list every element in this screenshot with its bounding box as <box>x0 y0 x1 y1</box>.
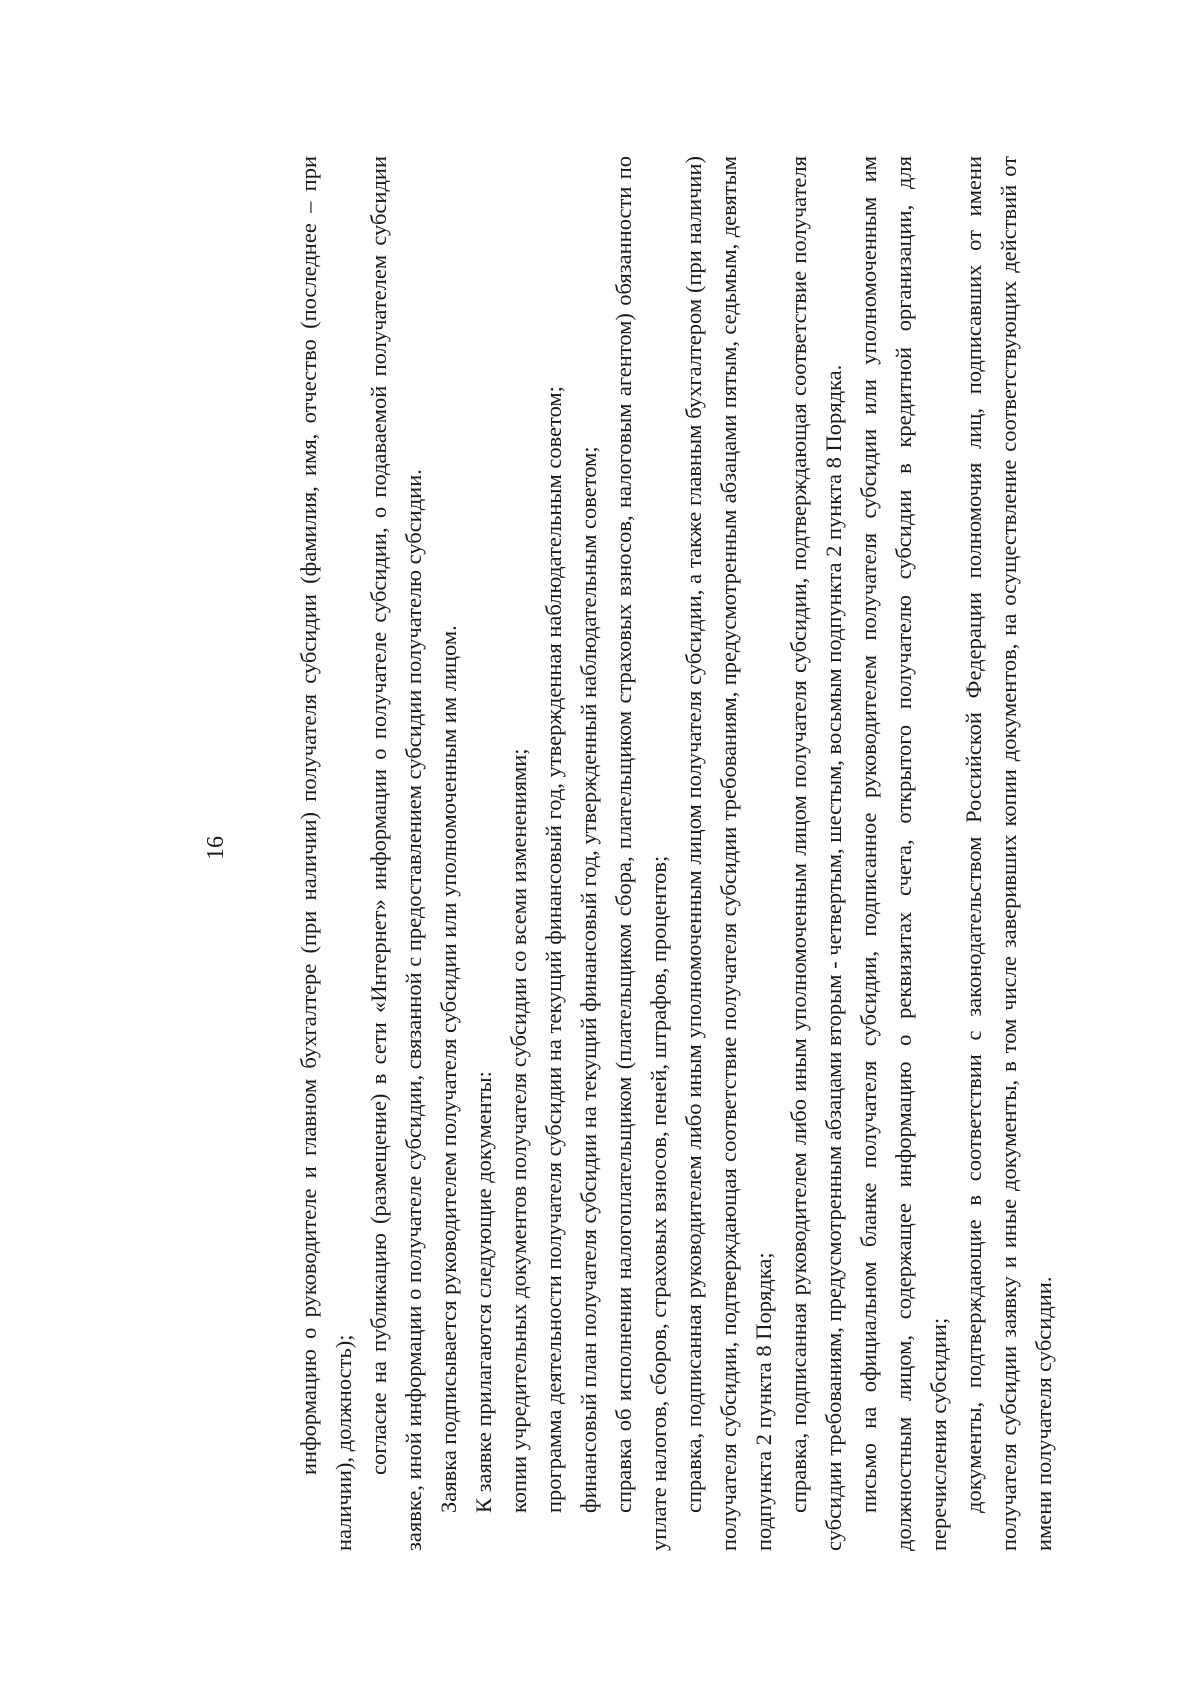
paragraph: финансовый план получателя субсидии на текущий финансовый год, утвержденный наблюдательным советом; <box>576 446 601 1513</box>
paragraph: Заявка подписывается руководителем получателя субсидии или уполномоченным им лицом. <box>436 625 461 1513</box>
paragraph: справка, подписанная руководителем либо иным уполномоченным лицом получателя субсидии, а также главным бухгалтером (при наличии) получателя субсидии, подтверждающая соответствие получателя субсидии требованиям, предусмотренным абзацами пятым, седьмым, девятым подпункта 2 пункта 8 Порядка; <box>681 156 776 1551</box>
paragraph: документы, подтверждающие в соответствии с законодательством Российской Федерации полномочия лиц, подписавших от имени получателя субсидии заявку и иные документы, в том числе заверивших копии документов, на осуществление соответствующих действий от имени получателя субсидии. <box>961 156 1056 1551</box>
paragraph: согласие на публикацию (размещение) в сети «Интернет» информации о получателе субсидии, о подаваемой получателем субсидии заявке, иной информации о получателе субсидии, связанной с предоставлением субсидии получателю субсидии. <box>366 156 426 1551</box>
paragraph: письмо на официальном бланке получателя субсидии, подписанное руководителем получателя субсидии или уполномоченным им должностным лицом, содержащее информацию о реквизитах счета, открытого получателю субсидии в кредитной организации, для перечисления субсидии; <box>856 156 951 1551</box>
document-body <box>291 156 1061 1551</box>
rotated-page-content <box>175 98 1056 1598</box>
paragraph: копии учредительных документов получателя субсидии со всеми изменениями; <box>506 748 531 1513</box>
paragraph: справка, подписанная руководителем либо иным уполномоченным лицом получателя субсидии, подтверждающая соответствие получателя субсидии требованиям, предусмотренным абзацами вторым - четвертым, шестым, восьмым подпункта 2 пункта 8 Порядка. <box>786 156 846 1551</box>
paragraph: программа деятельности получателя субсидии на текущий финансовый год, утвержденная наблюдательным советом; <box>541 386 566 1513</box>
paragraph: информацию о руководителе и главном бухгалтере (при наличии) получателя субсидии (фамилия, имя, отчество (последнее – при наличии), должность); <box>296 156 356 1551</box>
page-number: 16 <box>203 836 229 860</box>
paragraph: справка об исполнении налогоплательщиком (плательщиком сбора, плательщиком страховых взносов, налоговым агентом) обязанности по уплате налогов, сборов, страховых взносов, пеней, штрафов, процентов; <box>611 156 671 1551</box>
paragraph: К заявке прилагаются следующие документы: <box>471 1071 496 1513</box>
